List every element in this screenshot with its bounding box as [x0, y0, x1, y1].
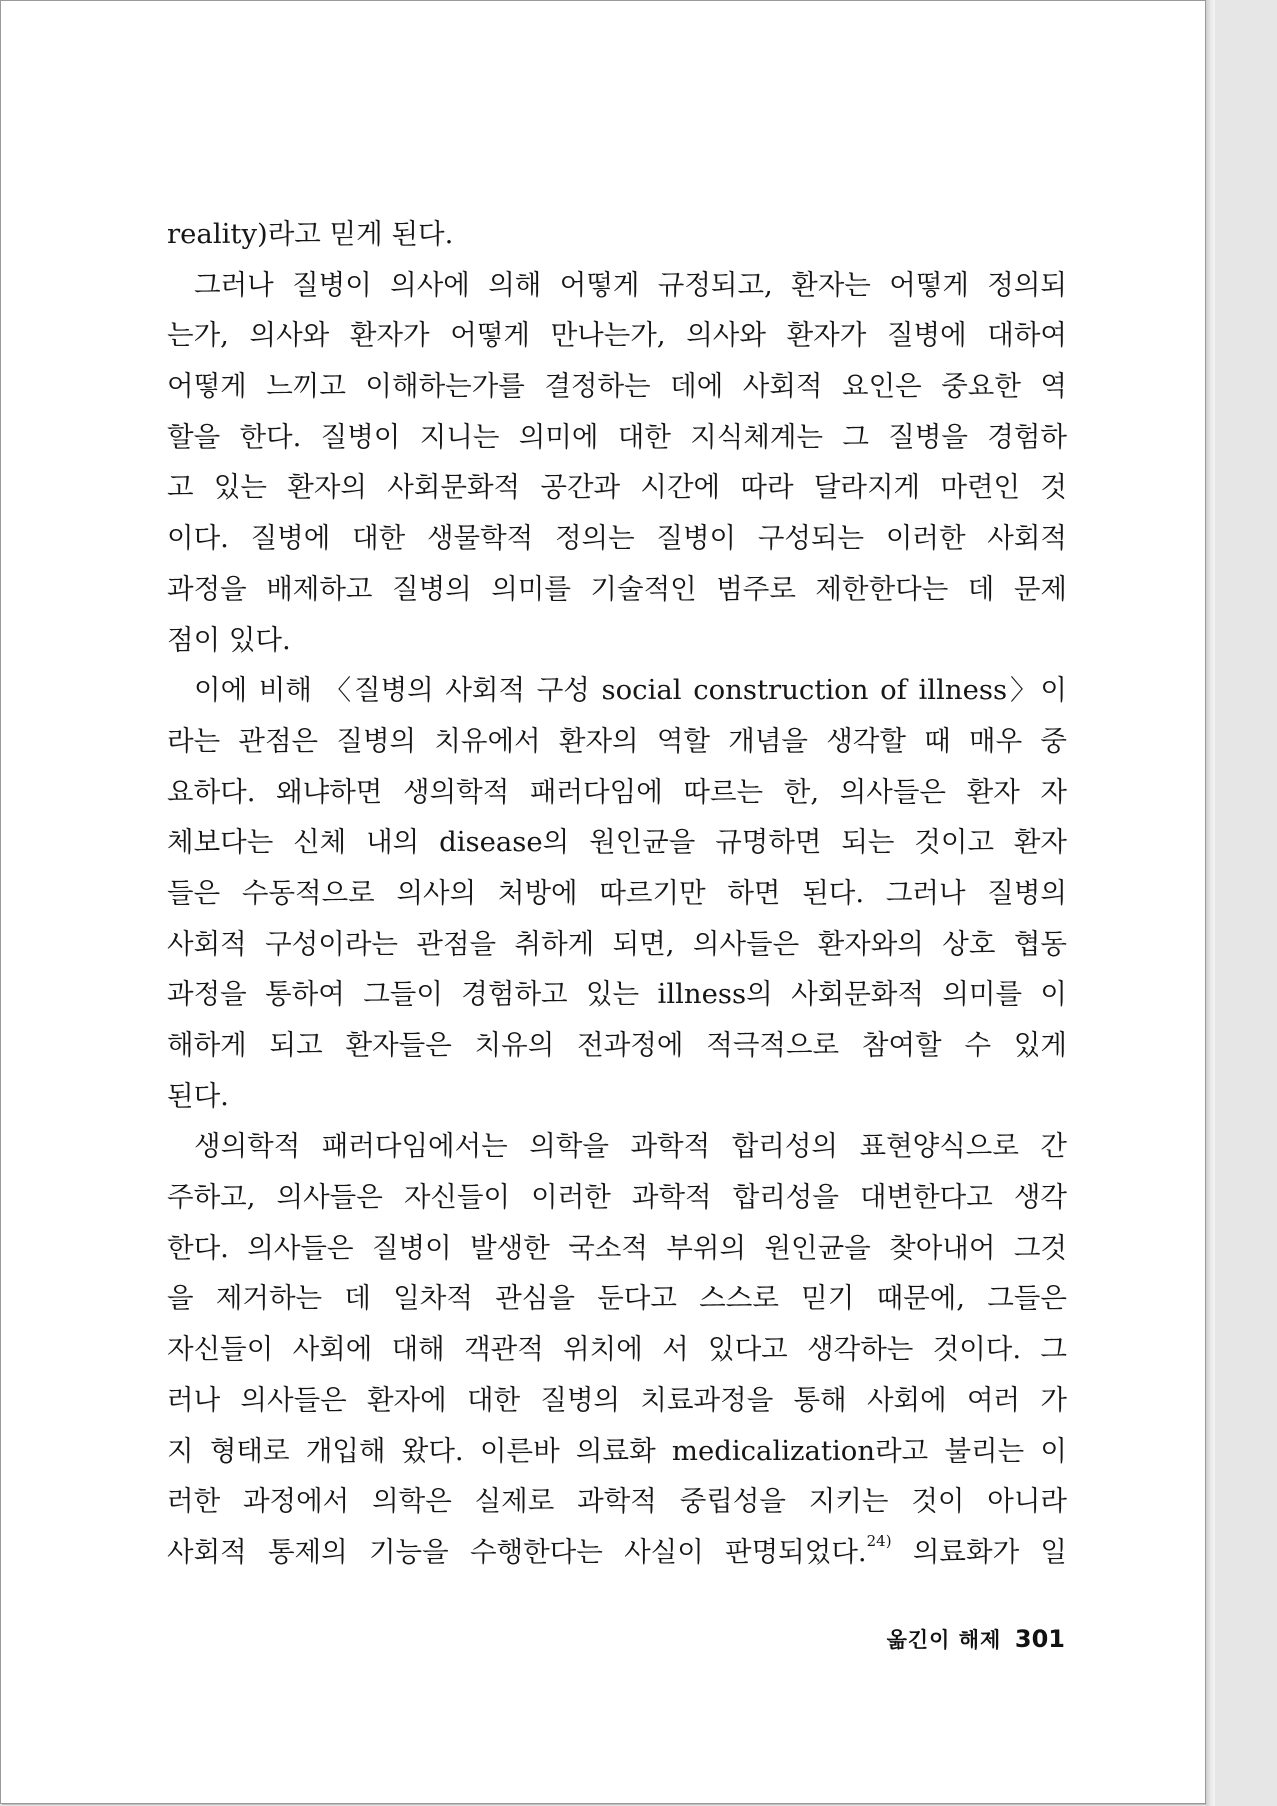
text-line: 된다.: [167, 1079, 229, 1112]
text-line: 러나 의사들은 환자에 대한 질병의 치료과정을 통해 사회에 여러 가: [167, 1383, 1067, 1416]
text-line: 한다. 의사들은 질병이 발생한 국소적 부위의 원인균을 찾아내어 그것: [167, 1231, 1067, 1264]
footnote-marker[interactable]: 24): [866, 1531, 892, 1550]
text-line: 지 형태로 개입해 왔다. 이른바 의료화 medicalization라고 불리는 이: [167, 1434, 1067, 1467]
text-line: 는가, 의사와 환자가 어떻게 만나는가, 의사와 환자가 질병에 대하여: [167, 319, 1067, 352]
text-line: 생의학적 패러다임에서는 의학을 과학적 합리성의 표현양식으로 간: [194, 1130, 1067, 1163]
text-segment: 의료화가 일: [891, 1535, 1067, 1568]
text-line: 어떻게 느끼고 이해하는가를 결정하는 데에 사회적 요인은 중요한 역: [167, 370, 1067, 403]
section-title: 옮긴이 해제: [886, 1628, 1002, 1652]
text-line: 체보다는 신체 내의 disease의 원인균을 규명하면 되는 것이고 환자: [167, 826, 1067, 859]
paragraph-2: [167, 260, 1067, 666]
text-line: 해하게 되고 환자들은 치유의 전과정에 적극적으로 참여할 수 있게: [167, 1029, 1067, 1061]
text-line: 자신들이 사회에 대해 객관적 위치에 서 있다고 생각하는 것이다. 그: [167, 1333, 1067, 1366]
page-number: 301: [1014, 1625, 1065, 1653]
text-line: 라는 관점은 질병의 치유에서 환자의 역할 개념을 생각할 때 매우 중: [167, 724, 1067, 757]
text-line: 러한 과정에서 의학은 실제로 과학적 중립성을 지키는 것이 아니라: [167, 1485, 1067, 1518]
paragraph-3: [167, 665, 1067, 1121]
text-line: 을 제거하는 데 일차적 관심을 둔다고 스스로 믿기 때문에, 그들은: [167, 1282, 1067, 1315]
text-line: 요하다. 왜냐하면 생의학적 패러다임에 따르는 한, 의사들은 환자 자: [167, 775, 1067, 808]
text-line: 할을 한다. 질병이 지니는 의미에 대한 지식체계는 그 질병을 경험하: [167, 420, 1067, 453]
page-edge: [1206, 0, 1215, 1806]
text-line: 이다. 질병에 대한 생물학적 정의는 질병이 구성되는 이러한 사회적: [167, 522, 1067, 555]
text-line: 주하고, 의사들은 자신들이 이러한 과학적 합리성을 대변한다고 생각: [167, 1181, 1067, 1214]
paragraph-4: [167, 1121, 1067, 1577]
paragraph-1: [167, 209, 1067, 260]
text-line-with-footnote: [167, 1527, 1067, 1578]
text-line: 이에 비해 〈질병의 사회적 구성 social construction of illness〉이: [194, 674, 1067, 707]
text-line: reality)라고 믿게 된다.: [167, 218, 454, 250]
running-footer: [887, 1624, 1065, 1654]
text-line: 과정을 배제하고 질병의 의미를 기술적인 범주로 제한한다는 데 문제: [167, 572, 1067, 605]
text-line: 과정을 통하여 그들이 경험하고 있는 illness의 사회문화적 의미를 이: [167, 978, 1067, 1011]
text-line: 사회적 구성이라는 관점을 취하게 되면, 의사들은 환자와의 상호 협동: [167, 927, 1067, 960]
text-line: 들은 수동적으로 의사의 처방에 따르기만 하면 된다. 그러나 질병의: [167, 876, 1067, 909]
text-line: 고 있는 환자의 사회문화적 공간과 시간에 따라 달라지게 마련인 것: [167, 471, 1067, 504]
body-text: [167, 209, 1067, 1578]
text-line: 그러나 질병이 의사에 의해 어떻게 규정되고, 환자는 어떻게 정의되: [194, 268, 1067, 301]
text-segment: 사회적 통제의 기능을 수행한다는 사실이 판명되었다.: [167, 1535, 867, 1568]
text-line: 점이 있다.: [167, 623, 291, 656]
